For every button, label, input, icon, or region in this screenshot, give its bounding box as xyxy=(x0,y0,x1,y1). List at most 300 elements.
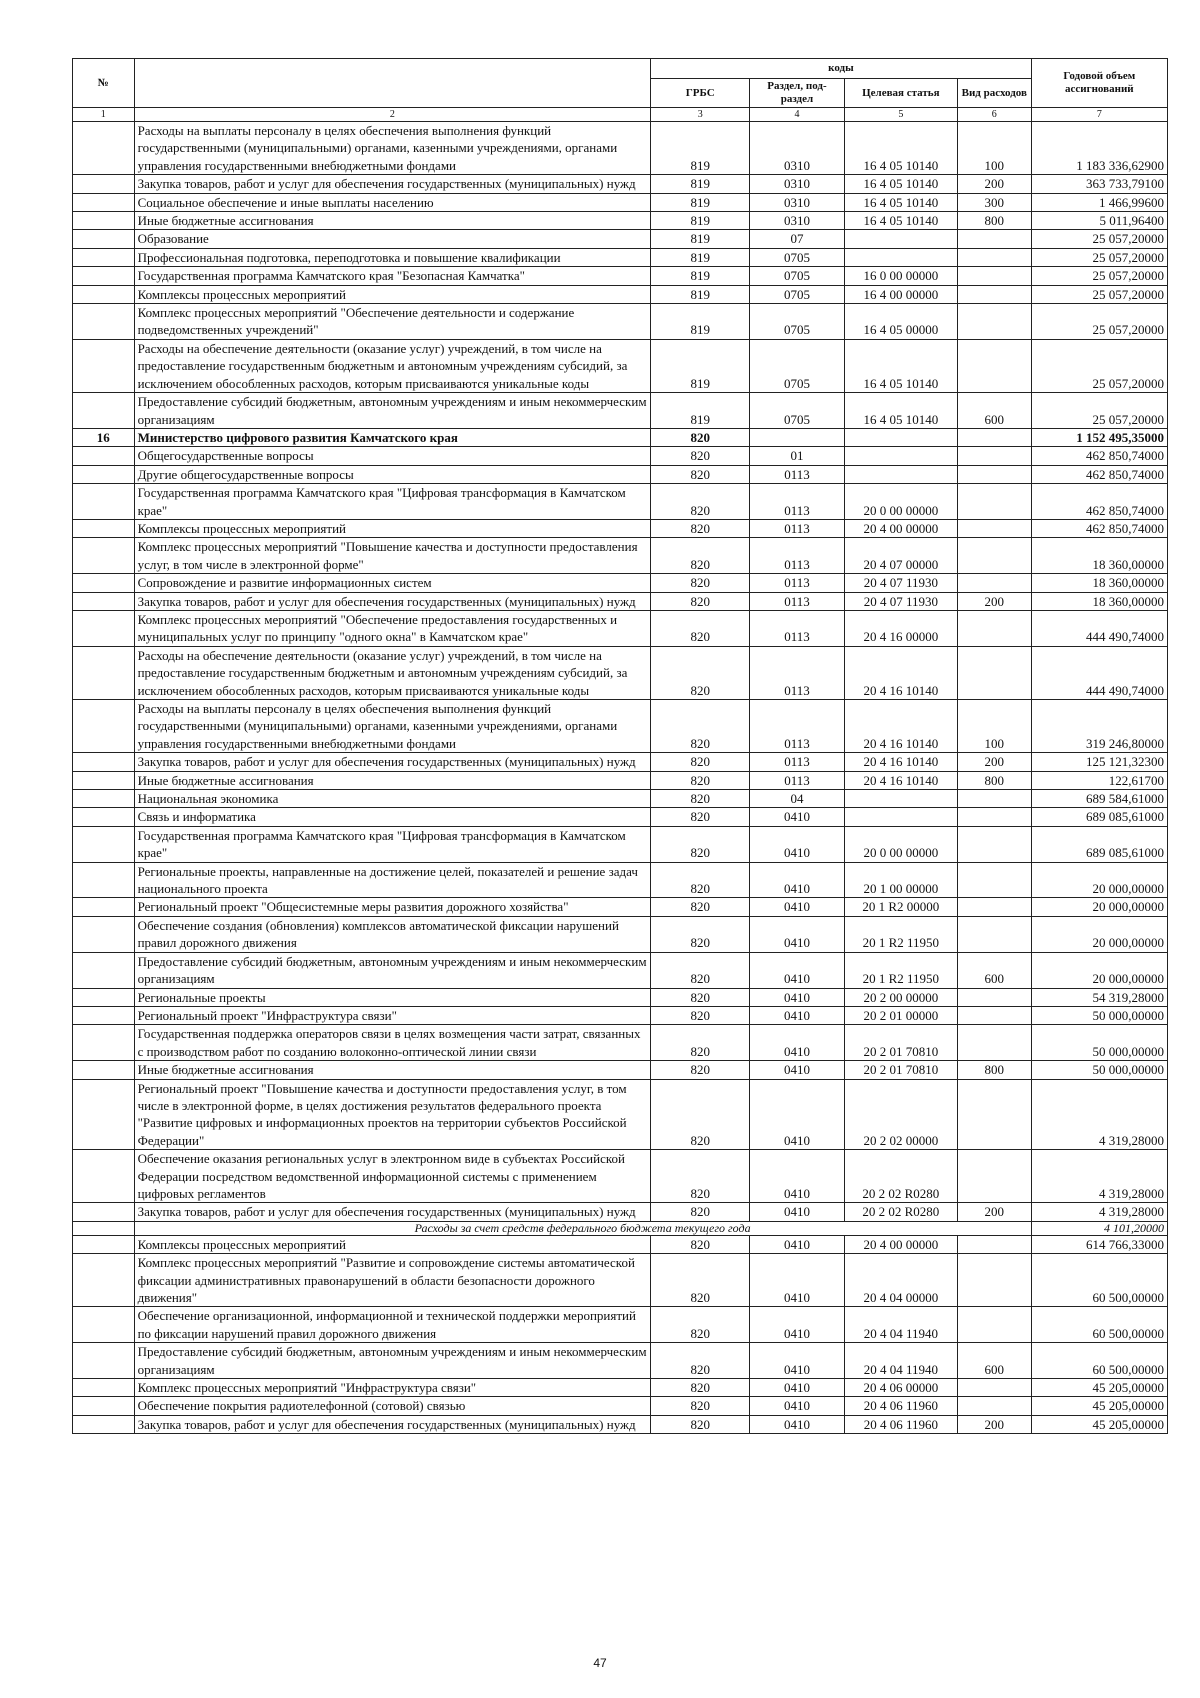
row-expense-type xyxy=(957,1397,1031,1415)
row-section: 0113 xyxy=(750,592,845,610)
row-number xyxy=(73,916,135,952)
row-amount: 18 360,00000 xyxy=(1031,592,1167,610)
row-number xyxy=(73,122,135,175)
row-grbs: 820 xyxy=(651,700,750,753)
row-grbs: 820 xyxy=(651,790,750,808)
row-amount: 462 850,74000 xyxy=(1031,465,1167,483)
row-amount: 4 319,28000 xyxy=(1031,1150,1167,1203)
row-expense-type: 800 xyxy=(957,212,1031,230)
row-number xyxy=(73,1025,135,1061)
table-row xyxy=(73,1079,1168,1150)
row-amount: 54 319,28000 xyxy=(1031,988,1167,1006)
table-row xyxy=(73,248,1168,266)
row-target: 20 4 16 10140 xyxy=(844,753,957,771)
row-description: Комплексы процессных мероприятий xyxy=(134,285,651,303)
row-number: 16 xyxy=(73,428,135,446)
row-grbs: 820 xyxy=(651,988,750,1006)
row-target: 20 4 16 10140 xyxy=(844,771,957,789)
row-number xyxy=(73,952,135,988)
row-expense-type xyxy=(957,1254,1031,1307)
row-section: 0410 xyxy=(750,808,845,826)
row-description: Государственная программа Камчатского края "Безопасная Камчатка" xyxy=(134,267,651,285)
table-row xyxy=(73,1150,1168,1203)
row-description: Расходы на обеспечение деятельности (оказание услуг) учреждений, в том числе на предоставление государственным бюджетным и автономным учреждениям субсидий, за исключением обособленных расходов, которым присваиваются уникальные коды xyxy=(134,646,651,699)
row-amount: 25 057,20000 xyxy=(1031,339,1167,392)
row-grbs: 819 xyxy=(651,122,750,175)
row-expense-type xyxy=(957,1307,1031,1343)
row-target: 20 4 00 00000 xyxy=(844,1235,957,1253)
row-amount: 689 085,61000 xyxy=(1031,808,1167,826)
row-target: 16 4 05 00000 xyxy=(844,304,957,340)
row-number xyxy=(73,808,135,826)
row-target: 20 4 06 11960 xyxy=(844,1397,957,1415)
table-row xyxy=(73,1379,1168,1397)
row-expense-type: 300 xyxy=(957,193,1031,211)
row-section: 0113 xyxy=(750,538,845,574)
row-expense-type: 200 xyxy=(957,1203,1031,1221)
header-row-1 xyxy=(73,59,1168,79)
row-description: Обеспечение покрытия радиотелефонной (сотовой) связью xyxy=(134,1397,651,1415)
row-description: Другие общегосударственные вопросы xyxy=(134,465,651,483)
column-number: 3 xyxy=(651,108,750,122)
row-target xyxy=(844,428,957,446)
row-description: Государственная программа Камчатского края "Цифровая трансформация в Камчатском крае" xyxy=(134,826,651,862)
budget-sheet xyxy=(72,58,1168,1434)
row-grbs: 820 xyxy=(651,1415,750,1433)
row-grbs: 820 xyxy=(651,1061,750,1079)
row-section: 0410 xyxy=(750,1006,845,1024)
row-section: 01 xyxy=(750,447,845,465)
row-number xyxy=(73,646,135,699)
row-section: 0410 xyxy=(750,1235,845,1253)
row-section: 0113 xyxy=(750,771,845,789)
col-header-section: Раздел, под-раздел xyxy=(750,79,845,108)
row-section: 0113 xyxy=(750,610,845,646)
row-expense-type xyxy=(957,519,1031,537)
column-number: 2 xyxy=(134,108,651,122)
row-grbs: 820 xyxy=(651,952,750,988)
row-target xyxy=(844,465,957,483)
row-description: Комплекс процессных мероприятий "Обеспечение предоставления государственных и муниципальных услуг по принципу "одного окна" в Камчатском крае" xyxy=(134,610,651,646)
row-amount: 444 490,74000 xyxy=(1031,646,1167,699)
row-expense-type xyxy=(957,339,1031,392)
row-grbs: 820 xyxy=(651,898,750,916)
row-target: 20 4 16 10140 xyxy=(844,646,957,699)
row-number xyxy=(73,1061,135,1079)
row-description: Расходы на выплаты персоналу в целях обеспечения выполнения функций государственными (муниципальными) органами, казенными учреждениями, органами управления государственными внебюджетными фондами xyxy=(134,122,651,175)
row-grbs: 820 xyxy=(651,808,750,826)
row-grbs: 820 xyxy=(651,646,750,699)
row-section: 0410 xyxy=(750,916,845,952)
row-section: 04 xyxy=(750,790,845,808)
table-row xyxy=(73,267,1168,285)
row-grbs: 820 xyxy=(651,465,750,483)
row-target: 20 0 00 00000 xyxy=(844,484,957,520)
table-row xyxy=(73,574,1168,592)
table-row xyxy=(73,898,1168,916)
row-description: Обеспечение создания (обновления) комплексов автоматической фиксации нарушений правил дорожного движения xyxy=(134,916,651,952)
row-grbs: 820 xyxy=(651,753,750,771)
row-number xyxy=(73,212,135,230)
row-target: 20 0 00 00000 xyxy=(844,826,957,862)
row-grbs: 819 xyxy=(651,230,750,248)
row-description: Сопровождение и развитие информационных систем xyxy=(134,574,651,592)
row-target: 20 4 16 10140 xyxy=(844,700,957,753)
row-expense-type xyxy=(957,230,1031,248)
row-number xyxy=(73,1079,135,1150)
row-number xyxy=(73,447,135,465)
table-row xyxy=(73,610,1168,646)
row-description: Национальная экономика xyxy=(134,790,651,808)
row-number xyxy=(73,1235,135,1253)
column-number: 1 xyxy=(73,108,135,122)
row-description: Иные бюджетные ассигнования xyxy=(134,771,651,789)
row-amount: 689 085,61000 xyxy=(1031,826,1167,862)
row-target xyxy=(844,248,957,266)
row-description: Региональные проекты xyxy=(134,988,651,1006)
table-row xyxy=(73,447,1168,465)
col-header-amount: Годовой объем ассигнований xyxy=(1031,59,1167,108)
row-section xyxy=(750,428,845,446)
table-row xyxy=(73,1415,1168,1433)
row-amount: 125 121,32300 xyxy=(1031,753,1167,771)
row-amount: 462 850,74000 xyxy=(1031,484,1167,520)
row-amount: 25 057,20000 xyxy=(1031,393,1167,429)
row-section: 0410 xyxy=(750,1150,845,1203)
row-amount: 4 319,28000 xyxy=(1031,1203,1167,1221)
row-section: 0705 xyxy=(750,339,845,392)
row-number xyxy=(73,1397,135,1415)
table-row xyxy=(73,1235,1168,1253)
row-grbs: 820 xyxy=(651,1203,750,1221)
table-row xyxy=(73,771,1168,789)
row-expense-type: 800 xyxy=(957,1061,1031,1079)
row-description: Профессиональная подготовка, переподготовка и повышение квалификации xyxy=(134,248,651,266)
row-amount: 25 057,20000 xyxy=(1031,248,1167,266)
row-section: 0113 xyxy=(750,465,845,483)
row-grbs: 819 xyxy=(651,175,750,193)
row-description: Региональный проект "Повышение качества и доступности предоставления услуг, в том числе в электронной форме, в целях достижения результатов федерального проекта "Развитие цифровых и информационных проектов на территории субъектов Российской Федерации" xyxy=(134,1079,651,1150)
row-target: 20 1 R2 11950 xyxy=(844,952,957,988)
row-amount: 20 000,00000 xyxy=(1031,898,1167,916)
row-amount: 363 733,79100 xyxy=(1031,175,1167,193)
row-grbs: 819 xyxy=(651,304,750,340)
table-body xyxy=(73,122,1168,1434)
row-amount: 1 183 336,62900 xyxy=(1031,122,1167,175)
row-grbs: 820 xyxy=(651,447,750,465)
row-target: 20 4 00 00000 xyxy=(844,519,957,537)
row-section: 0410 xyxy=(750,1061,845,1079)
row-target: 16 4 05 10140 xyxy=(844,212,957,230)
row-section: 0113 xyxy=(750,484,845,520)
row-target: 20 4 04 11940 xyxy=(844,1343,957,1379)
row-target xyxy=(844,790,957,808)
row-amount: 20 000,00000 xyxy=(1031,916,1167,952)
table-row xyxy=(73,339,1168,392)
row-section: 0410 xyxy=(750,826,845,862)
table-row xyxy=(73,862,1168,898)
row-grbs: 819 xyxy=(651,285,750,303)
row-number xyxy=(73,1006,135,1024)
row-amount: 45 205,00000 xyxy=(1031,1379,1167,1397)
row-number xyxy=(73,610,135,646)
row-number xyxy=(73,898,135,916)
row-amount: 1 466,99600 xyxy=(1031,193,1167,211)
row-grbs: 820 xyxy=(651,519,750,537)
col-header-num: № xyxy=(73,59,135,108)
row-amount: 25 057,20000 xyxy=(1031,285,1167,303)
row-section: 0705 xyxy=(750,285,845,303)
table-row xyxy=(73,1221,1168,1235)
table-row xyxy=(73,1006,1168,1024)
table-row xyxy=(73,1254,1168,1307)
row-expense-type xyxy=(957,484,1031,520)
row-amount: 462 850,74000 xyxy=(1031,447,1167,465)
row-target: 20 4 04 11940 xyxy=(844,1307,957,1343)
row-section: 0113 xyxy=(750,646,845,699)
table-row xyxy=(73,916,1168,952)
row-section: 0410 xyxy=(750,1379,845,1397)
row-target: 20 4 07 00000 xyxy=(844,538,957,574)
row-expense-type xyxy=(957,916,1031,952)
row-grbs: 820 xyxy=(651,771,750,789)
col-header-expense-type: Вид расходов xyxy=(957,79,1031,108)
table-row xyxy=(73,122,1168,175)
row-section: 0410 xyxy=(750,1025,845,1061)
row-section: 0410 xyxy=(750,1203,845,1221)
row-section: 0113 xyxy=(750,700,845,753)
row-expense-type xyxy=(957,1025,1031,1061)
row-amount: 319 246,80000 xyxy=(1031,700,1167,753)
row-target: 20 2 00 00000 xyxy=(844,988,957,1006)
table-row xyxy=(73,193,1168,211)
table-row xyxy=(73,484,1168,520)
row-expense-type xyxy=(957,428,1031,446)
row-expense-type xyxy=(957,304,1031,340)
col-header-description xyxy=(134,59,651,108)
row-description: Общегосударственные вопросы xyxy=(134,447,651,465)
row-description: Государственная программа Камчатского края "Цифровая трансформация в Камчатском крае" xyxy=(134,484,651,520)
table-row xyxy=(73,790,1168,808)
row-section: 0410 xyxy=(750,862,845,898)
table-row xyxy=(73,212,1168,230)
row-number xyxy=(73,1221,135,1235)
row-description: Региональный проект "Общесистемные меры развития дорожного хозяйства" xyxy=(134,898,651,916)
row-section: 0705 xyxy=(750,304,845,340)
row-amount: 20 000,00000 xyxy=(1031,952,1167,988)
row-amount: 20 000,00000 xyxy=(1031,862,1167,898)
row-target xyxy=(844,447,957,465)
row-section: 0113 xyxy=(750,519,845,537)
row-grbs: 820 xyxy=(651,1397,750,1415)
row-expense-type: 100 xyxy=(957,122,1031,175)
row-description: Социальное обеспечение и иные выплаты населению xyxy=(134,193,651,211)
row-number xyxy=(73,193,135,211)
row-amount: 18 360,00000 xyxy=(1031,538,1167,574)
column-number-row xyxy=(73,108,1168,122)
row-amount: 1 152 495,35000 xyxy=(1031,428,1167,446)
row-target: 16 4 05 10140 xyxy=(844,339,957,392)
row-expense-type: 200 xyxy=(957,175,1031,193)
row-grbs: 820 xyxy=(651,592,750,610)
row-section: 0410 xyxy=(750,1397,845,1415)
row-expense-type xyxy=(957,898,1031,916)
budget-table xyxy=(72,58,1168,1434)
row-number xyxy=(73,988,135,1006)
row-number xyxy=(73,1150,135,1203)
row-section: 0113 xyxy=(750,574,845,592)
column-number: 4 xyxy=(750,108,845,122)
table-row xyxy=(73,393,1168,429)
table-row xyxy=(73,1061,1168,1079)
row-grbs: 820 xyxy=(651,1006,750,1024)
row-section: 0410 xyxy=(750,1343,845,1379)
row-description: Комплекс процессных мероприятий "Обеспечение деятельности и содержание подведомственных учреждений" xyxy=(134,304,651,340)
row-target: 16 4 00 00000 xyxy=(844,285,957,303)
row-grbs: 820 xyxy=(651,1254,750,1307)
row-section: 0410 xyxy=(750,1254,845,1307)
row-description: Предоставление субсидий бюджетным, автономным учреждениям и иным некоммерческим организациям xyxy=(134,1343,651,1379)
row-expense-type xyxy=(957,538,1031,574)
row-target: 20 2 02 00000 xyxy=(844,1079,957,1150)
row-grbs: 820 xyxy=(651,538,750,574)
row-expense-type xyxy=(957,988,1031,1006)
row-target: 16 4 05 10140 xyxy=(844,175,957,193)
row-amount: 444 490,74000 xyxy=(1031,610,1167,646)
row-description: Иные бюджетные ассигнования xyxy=(134,1061,651,1079)
table-row xyxy=(73,1307,1168,1343)
row-expense-type: 200 xyxy=(957,1415,1031,1433)
row-number xyxy=(73,393,135,429)
row-grbs: 820 xyxy=(651,1307,750,1343)
row-number xyxy=(73,592,135,610)
row-number xyxy=(73,1254,135,1307)
row-section: 0310 xyxy=(750,212,845,230)
row-expense-type xyxy=(957,790,1031,808)
row-target: 20 2 01 70810 xyxy=(844,1061,957,1079)
row-number xyxy=(73,753,135,771)
table-row xyxy=(73,1397,1168,1415)
row-number xyxy=(73,790,135,808)
table-row xyxy=(73,592,1168,610)
row-amount: 5 011,96400 xyxy=(1031,212,1167,230)
row-number xyxy=(73,538,135,574)
row-expense-type: 200 xyxy=(957,592,1031,610)
table-row xyxy=(73,538,1168,574)
row-section: 0705 xyxy=(750,267,845,285)
row-expense-type xyxy=(957,1079,1031,1150)
row-expense-type xyxy=(957,1235,1031,1253)
row-target: 20 1 R2 11950 xyxy=(844,916,957,952)
row-expense-type xyxy=(957,826,1031,862)
table-row xyxy=(73,465,1168,483)
row-amount: 122,61700 xyxy=(1031,771,1167,789)
row-target: 20 4 07 11930 xyxy=(844,592,957,610)
table-row xyxy=(73,519,1168,537)
row-expense-type xyxy=(957,267,1031,285)
row-target: 20 4 04 00000 xyxy=(844,1254,957,1307)
row-grbs: 820 xyxy=(651,862,750,898)
row-section: 07 xyxy=(750,230,845,248)
table-row xyxy=(73,808,1168,826)
row-grbs: 820 xyxy=(651,428,750,446)
row-expense-type xyxy=(957,862,1031,898)
row-target: 20 2 02 R0280 xyxy=(844,1150,957,1203)
row-grbs: 819 xyxy=(651,267,750,285)
table-row xyxy=(73,988,1168,1006)
table-row xyxy=(73,175,1168,193)
row-description: Государственная поддержка операторов связи в целях возмещения части затрат, связанных с производством работ по созданию волоконно-оптической линии связи xyxy=(134,1025,651,1061)
row-amount: 689 584,61000 xyxy=(1031,790,1167,808)
row-amount: 462 850,74000 xyxy=(1031,519,1167,537)
row-section: 0410 xyxy=(750,898,845,916)
row-section: 0410 xyxy=(750,1307,845,1343)
row-target xyxy=(844,808,957,826)
table-row xyxy=(73,700,1168,753)
row-description: Закупка товаров, работ и услуг для обеспечения государственных (муниципальных) нужд xyxy=(134,592,651,610)
row-target: 20 1 R2 00000 xyxy=(844,898,957,916)
row-expense-type xyxy=(957,1150,1031,1203)
row-target: 20 2 02 R0280 xyxy=(844,1203,957,1221)
table-row xyxy=(73,1025,1168,1061)
row-section: 0310 xyxy=(750,175,845,193)
table-row xyxy=(73,826,1168,862)
row-number xyxy=(73,304,135,340)
row-grbs: 819 xyxy=(651,193,750,211)
row-expense-type xyxy=(957,465,1031,483)
row-target: 20 4 06 11960 xyxy=(844,1415,957,1433)
row-number xyxy=(73,175,135,193)
row-number xyxy=(73,826,135,862)
row-amount: 4 101,20000 xyxy=(1031,1221,1167,1235)
row-description: Министерство цифрового развития Камчатского края xyxy=(134,428,651,446)
table-row xyxy=(73,646,1168,699)
row-target: 20 2 01 70810 xyxy=(844,1025,957,1061)
row-target: 20 4 16 00000 xyxy=(844,610,957,646)
row-grbs: 820 xyxy=(651,916,750,952)
row-description: Закупка товаров, работ и услуг для обеспечения государственных (муниципальных) нужд xyxy=(134,1415,651,1433)
row-target: 16 4 05 10140 xyxy=(844,193,957,211)
row-expense-type xyxy=(957,610,1031,646)
column-number: 7 xyxy=(1031,108,1167,122)
row-expense-type: 600 xyxy=(957,952,1031,988)
row-expense-type: 200 xyxy=(957,753,1031,771)
row-description: Связь и информатика xyxy=(134,808,651,826)
row-description: Обеспечение оказания региональных услуг в электронном виде в субъектах Российской Федерации посредством ведомственной информационной системы с применением цифровых регламентов xyxy=(134,1150,651,1203)
row-expense-type xyxy=(957,285,1031,303)
row-number xyxy=(73,339,135,392)
row-number xyxy=(73,230,135,248)
row-description: Предоставление субсидий бюджетным, автономным учреждениям и иным некоммерческим организациям xyxy=(134,952,651,988)
row-number xyxy=(73,267,135,285)
row-grbs: 820 xyxy=(651,484,750,520)
row-description: Расходы на выплаты персоналу в целях обеспечения выполнения функций государственными (муниципальными) органами, казенными учреждениями, органами управления государственными внебюджетными фондами xyxy=(134,700,651,753)
table-row xyxy=(73,304,1168,340)
row-section: 0410 xyxy=(750,952,845,988)
row-number xyxy=(73,1343,135,1379)
row-target: 20 1 00 00000 xyxy=(844,862,957,898)
table-row xyxy=(73,1343,1168,1379)
row-number xyxy=(73,862,135,898)
row-description: Комплексы процессных мероприятий xyxy=(134,519,651,537)
row-grbs: 820 xyxy=(651,1343,750,1379)
row-grbs: 819 xyxy=(651,339,750,392)
row-expense-type xyxy=(957,646,1031,699)
row-number xyxy=(73,285,135,303)
row-target: 20 2 01 00000 xyxy=(844,1006,957,1024)
row-target: 20 4 07 11930 xyxy=(844,574,957,592)
row-description: Комплекс процессных мероприятий "Повышение качества и доступности предоставления услуг, в том числе в электронной форме" xyxy=(134,538,651,574)
